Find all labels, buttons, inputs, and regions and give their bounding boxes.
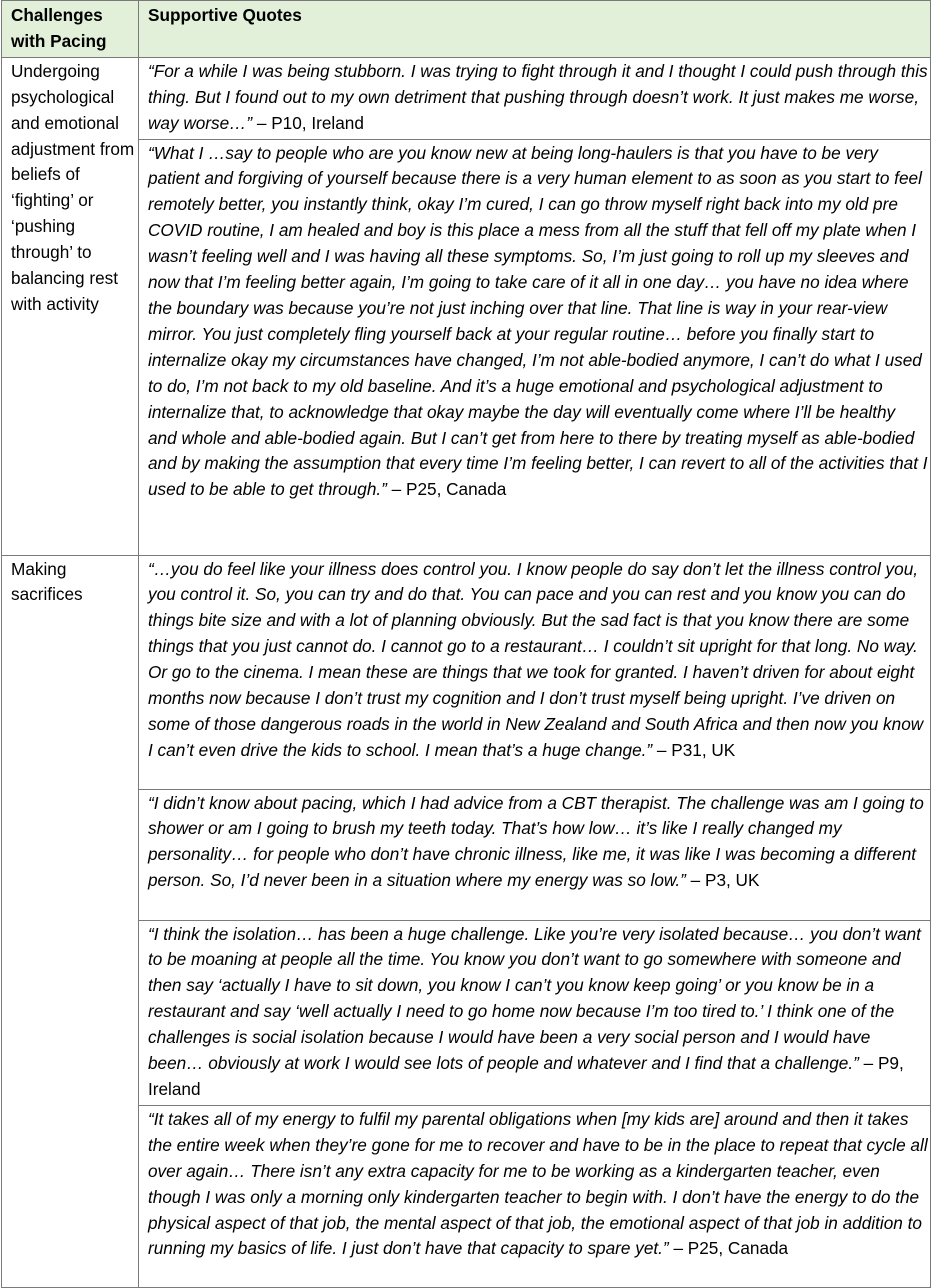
quote-text: “For a while I was being stubborn. I was trying to fight through it and I thought I could push through this thing. But I found out to my own detriment that pushing through doesn’t work. It just makes me worse, way worse…” bbox=[148, 60, 928, 133]
header-challenges: Challenges with Pacing bbox=[2, 1, 139, 58]
quote-attribution: – P25, Canada bbox=[386, 479, 507, 500]
quote-cell bbox=[139, 555, 931, 789]
table-row bbox=[2, 139, 931, 555]
theme-cell: Making sacrifices bbox=[2, 555, 139, 1287]
table-row bbox=[2, 1105, 931, 1287]
quote-text: “I didn’t know about pacing, which I had advice from a CBT therapist. The challenge was am I going to shower or am I going to brush my teeth today. That’s how low… it’s like I really changed my personality… for people who don’t have chronic illness, like me, it was like I was becoming a different person. So, I’d never been in a situation where my energy was so low.” bbox=[148, 792, 924, 891]
quote-cell bbox=[139, 139, 931, 555]
quote-attribution: – P25, Canada bbox=[668, 1238, 789, 1259]
quote-cell bbox=[139, 789, 931, 920]
quote-text: “What I …say to people who are you know new at being long-haulers is that you have to be very patient and forgiving of yourself because there is a very human element to as soon as you start to feel remotely better, you instantly think, okay I’m cured, I can go throw myself right back into my old pre COVID routine, I am healed and boy is this place a mess from all the stuff that fell off my plate when I wasn’t feeling well and I was having all these symptoms. So, I’m just going to roll up my sleeves and now that I’m feeling better again, I’m going to take care of it all in one day… you have no idea where the boundary was because you’re not just inching over that line. That line is way in your rear-view mirror. You just completely fling yourself back at your regular routine… before you finally start to internalize okay my circumstances have changed, I’m not able-bodied anymore, I can’t do what I used to do, I’m not back to my old baseline. And it’s a huge emotional and psychological adjustment to internalize that, to acknowledge that okay maybe the day will eventually come where I’ll be healthy and whole and able-bodied again. But I can’t get from here to there by treating myself as able-bodied and by making the assumption that every time I’m feeling better, I can revert to all of the activities that I used to be able to get through.” bbox=[148, 142, 928, 500]
quotes-table bbox=[1, 0, 931, 1288]
quote-text: “It takes all of my energy to fulfil my parental obligations when [my kids are] around and then it takes the entire week when they’re gone for me to recover and have to be in the place to repeat that cycle all over again… There isn’t any extra capacity for me to be working as a kindergarten teacher, even though I was only a morning only kindergarten teacher to begin with. I don’t have the energy to do the physical aspect of that job, the mental aspect of that job, the emotional aspect of that job in addition to running my basics of life. I just don’t have that capacity to spare yet.” bbox=[148, 1108, 928, 1259]
quote-attribution: – P10, Ireland bbox=[252, 112, 364, 133]
table-row bbox=[2, 920, 931, 1105]
theme-cell: Undergoing psychological and emotional adjustment from beliefs of ‘fighting’ or ‘pushing through’ to balancing rest with activity bbox=[2, 57, 139, 555]
table-row bbox=[2, 789, 931, 920]
quote-attribution: – P3, UK bbox=[685, 870, 760, 891]
header-row bbox=[2, 1, 931, 58]
quote-text: “…you do feel like your illness does control you. I know people do say don’t let the illness control you, you control it. So, you can try and do that. You can pace and you can rest and you know you can do things bite size and with a lot of planning obviously. But the sad fact is that you know there are some things that you just cannot do. I cannot go to a restaurant… I couldn’t sit upright for that long. No way. Or go to the cinema. I mean these are things that we took for granted. I haven’t driven for about eight months now because I don’t trust my cognition and I don’t trust myself being upright. I’ve driven on some of those dangerous roads in the world in New Zealand and South Africa and then now you know I can’t even drive the kids to school. I mean that’s a huge change.” bbox=[148, 558, 924, 760]
header-supportive-quotes: Supportive Quotes bbox=[139, 1, 931, 58]
quote-cell bbox=[139, 1105, 931, 1287]
table-row bbox=[2, 555, 931, 789]
quote-cell bbox=[139, 920, 931, 1105]
quote-attribution: – P9, Ireland bbox=[148, 1053, 904, 1099]
quote-attribution: – P31, UK bbox=[652, 739, 736, 760]
table-row bbox=[2, 57, 931, 139]
quote-cell bbox=[139, 57, 931, 139]
quote-text: “I think the isolation… has been a huge challenge. Like you’re very isolated because… you don’t want to be moaning at people all the time. You know you don’t want to go somewhere with someone and then say ‘actually I have to sit down, you know I can’t you know keep going’ or you know be in a restaurant and say ‘well actually I need to go home now because I’m too tired to.’ I think one of the challenges is social isolation because I would have been a very social person and I would have been… obviously at work I would see lots of people and whatever and I find that a challenge.” bbox=[148, 923, 921, 1074]
